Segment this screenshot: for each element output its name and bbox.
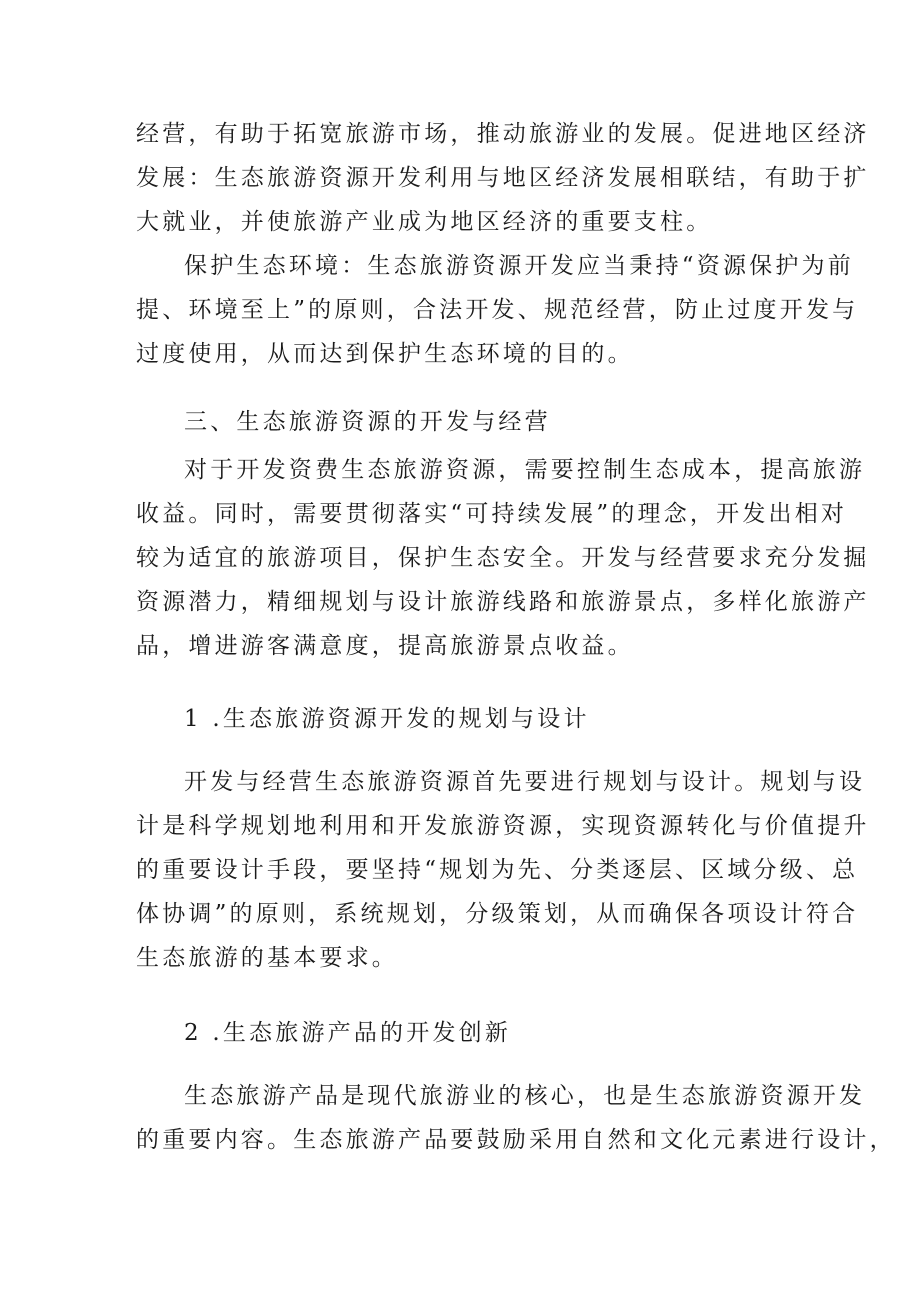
paragraph-economic-development [136, 112, 870, 244]
paragraph-line: 品，增进游客满意度，提高旅游景点收益。 [136, 633, 634, 659]
paragraph-line: 大就业，并使旅游产业成为地区经济的重要支柱。 [136, 209, 713, 235]
paragraph-line: 对于开发资费生态旅游资源，需要控制生态成本，提高旅游 [184, 457, 866, 483]
paragraph-line: 保护生态环境：生态旅游资源开发应当秉持“资源保护为前 [184, 253, 854, 279]
subsection-heading-2: 2 .生态旅游产品的开发创新 [184, 1020, 512, 1046]
paragraph-line: 体协调”的原则，系统规划，分级策划，从而确保各项设计符合 [136, 901, 859, 927]
paragraph-line: 的重要内容。生态旅游产品要鼓励采用自然和文化元素进行设计， [136, 1127, 896, 1153]
paragraph-line: 过度使用，从而达到保护生态环境的目的。 [136, 341, 634, 367]
paragraph-development-operation [136, 448, 870, 668]
paragraph-line: 经营，有助于拓宽旅游市场，推动旅游业的发展。促进地区经济 [136, 121, 870, 147]
paragraph-line: 生态旅游产品是现代旅游业的核心，也是生态旅游资源开发 [184, 1083, 866, 1109]
paragraph-product-innovation [136, 1074, 896, 1162]
paragraph-line: 计是科学规划地利用和开发旅游资源，实现资源转化与价值提升 [136, 813, 870, 839]
paragraph-line: 发展：生态旅游资源开发利用与地区经济发展相联结，有助于扩 [136, 165, 870, 191]
paragraph-line: 的重要设计手段，要坚持“规划为先、分类逐层、区域分级、总 [136, 857, 859, 883]
paragraph-line: 生态旅游的基本要求。 [136, 945, 398, 971]
paragraph-planning-design [136, 760, 870, 980]
paragraph-line: 较为适宜的旅游项目，保护生态安全。开发与经营要求充分发掘 [136, 545, 870, 571]
paragraph-line: 开发与经营生态旅游资源首先要进行规划与设计。规划与设 [184, 769, 866, 795]
subsection-heading-1: 1 .生态旅游资源开发的规划与设计 [184, 706, 590, 732]
paragraph-line: 提、环境至上”的原则，合法开发、规范经营，防止过度开发与 [136, 297, 859, 323]
paragraph-protect-environment [136, 244, 859, 376]
paragraph-line: 收益。同时，需要贯彻落实“可持续发展”的理念，开发出相对 [136, 501, 848, 527]
paragraph-line: 资源潜力，精细规划与设计旅游线路和旅游景点，多样化旅游产 [136, 589, 870, 615]
section-heading-3: 三、生态旅游资源的开发与经营 [184, 409, 551, 435]
